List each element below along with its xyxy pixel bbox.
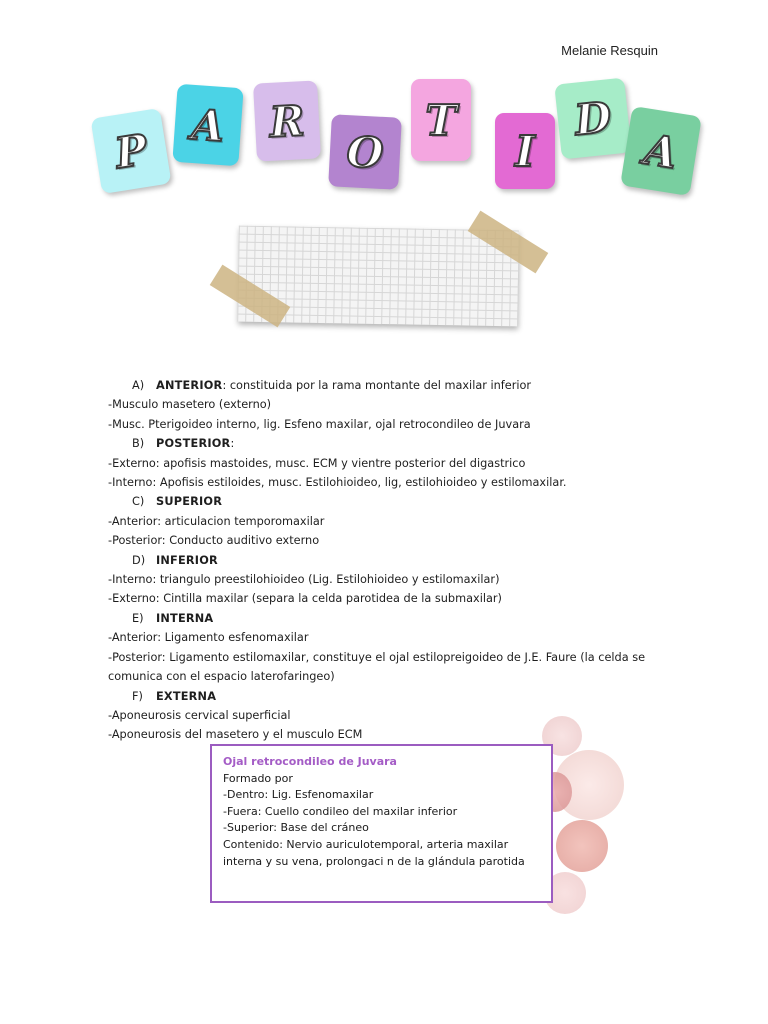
section-item: -Anterior: Ligamento esfenomaxilar <box>108 631 309 645</box>
section-heading <box>108 551 668 570</box>
section-item: -Posterior: Conducto auditivo externo <box>108 534 320 548</box>
title-letter: A <box>190 99 226 151</box>
title-tile <box>495 113 555 189</box>
section-item: -Musculo masetero (externo) <box>108 398 272 412</box>
note-line: -Dentro: Lig. Esfenomaxilar <box>223 788 374 802</box>
section-item: -Interno: Apofisis estiloides, musc. Estilohioideo, lig, estilohioideo y estilomaxilar. <box>108 476 567 490</box>
section-heading <box>108 434 668 453</box>
section-desc: : <box>230 437 235 451</box>
title-letter: T <box>425 95 457 145</box>
juvara-note-box <box>210 744 553 903</box>
title-letter: A <box>641 124 681 178</box>
note-title: Ojal retrocondileo de Juvara <box>223 755 397 768</box>
section-item: -Interno: triangulo preestilohioideo (Lig. Estilohioideo y estilomaxilar) <box>108 573 500 587</box>
title-tile <box>554 78 631 160</box>
decorative-circle <box>556 820 608 872</box>
section-item: -Externo: apofisis mastoides, musc. ECM y vientre posterior del digastrico <box>108 456 526 470</box>
section-item: -Aponeurosis del masetero y el musculo ECM <box>108 728 363 742</box>
author-name: Melanie Resquin <box>561 43 658 58</box>
title-letter: D <box>572 92 614 145</box>
title-letter: R <box>268 95 306 147</box>
section-heading <box>108 609 668 628</box>
section-title: EXTERNA <box>156 689 217 703</box>
section-title: ANTERIOR <box>156 379 223 392</box>
section-heading <box>108 687 668 706</box>
title-tile <box>90 108 171 194</box>
content-body <box>108 376 668 745</box>
title-tile <box>172 84 243 166</box>
title-tile <box>253 80 321 161</box>
section-letter: F) <box>132 689 143 703</box>
section-letter: E) <box>132 611 144 625</box>
section-title: POSTERIOR <box>156 437 231 451</box>
note-line: Formado por <box>223 771 293 785</box>
section-heading <box>108 492 668 511</box>
section-item: -Musc. Pterigoideo interno, lig. Esfeno maxilar, ojal retrocondileo de Juvara <box>108 417 531 431</box>
note-line: -Fuera: Cuello condileo del maxilar inferior <box>223 804 458 818</box>
section-title: INFERIOR <box>156 553 218 567</box>
section-desc: : constituida por la rama montante del maxilar inferior <box>222 379 532 392</box>
section-letter: C) <box>132 495 145 509</box>
section-item: -Externo: Cintilla maxilar (separa la celda parotidea de la submaxilar) <box>108 592 502 606</box>
section-letter: A) <box>132 379 145 392</box>
title-tile <box>620 106 702 196</box>
section-item: -Posterior: Ligamento estilomaxilar, constituye el ojal estilopreigoideo de J.E. Faure (la celda se comunica con el espacio laterofaringeo) <box>108 650 646 684</box>
title-tile <box>328 114 402 190</box>
section-title: INTERNA <box>156 611 214 625</box>
section-letter: B) <box>132 437 145 451</box>
title-letter: O <box>345 126 385 178</box>
section-letter: D) <box>132 553 146 567</box>
note-line: -Superior: Base del cráneo <box>223 821 369 835</box>
title-letter: P <box>111 124 151 178</box>
title-tile <box>411 79 471 161</box>
title-letter: I <box>515 126 535 176</box>
note-line: Contenido: Nervio auriculotemporal, arteria maxilar interna y su vena, prolongaci n de la glándula parotida <box>223 837 525 868</box>
section-heading <box>108 376 668 395</box>
section-title: SUPERIOR <box>156 495 223 509</box>
section-item: -Aponeurosis cervical superficial <box>108 708 291 722</box>
section-item: -Anterior: articulacion temporomaxilar <box>108 514 325 528</box>
